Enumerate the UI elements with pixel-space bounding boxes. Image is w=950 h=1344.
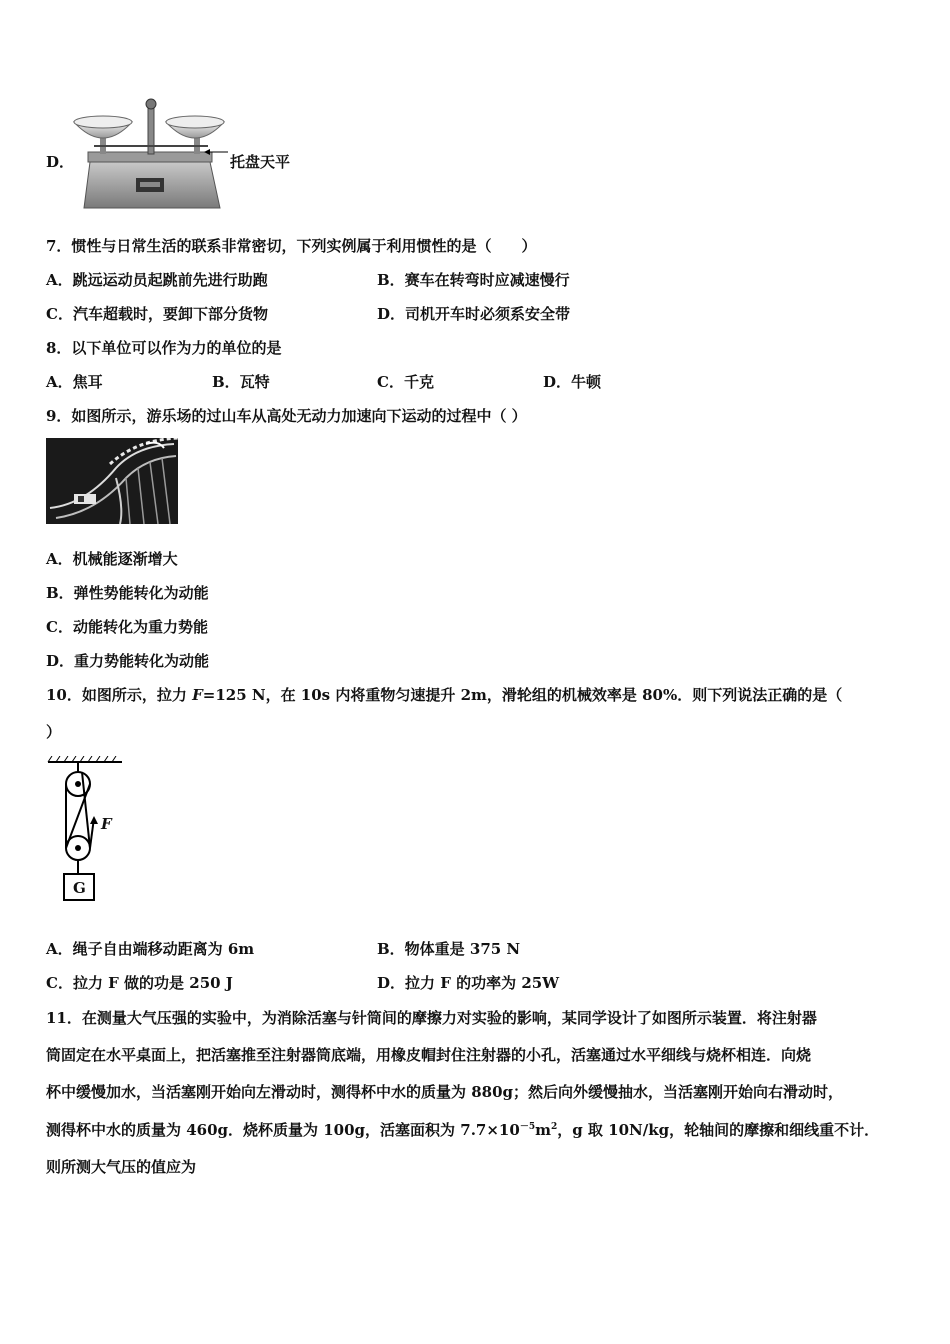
q8-option-c: C．千克	[377, 373, 434, 391]
q10-option-a: A．绳子自由端移动距离为 6m	[46, 940, 255, 958]
q10-figure-weight-label: G	[73, 879, 86, 897]
q9-option-c: C．动能转化为重力势能	[46, 618, 208, 636]
pulley-system-image	[46, 756, 126, 906]
q10-stem-var: F	[192, 686, 203, 704]
q6-option-d-label: 托盘天平	[230, 153, 291, 171]
q8-option-a: A．焦耳	[46, 373, 103, 391]
q9-stem: 9．如图所示，游乐场的过山车从高处无动力加速向下运动的过程中（ ）	[46, 407, 527, 425]
q9-option-b: B．弹性势能转化为动能	[46, 584, 209, 602]
q11-line-5: 则所测大气压的值应为	[46, 1158, 197, 1176]
q9-option-a: A．机械能逐渐增大	[46, 550, 178, 568]
q6-option-d-letter: D．	[46, 153, 75, 171]
q8-stem: 8．以下单位可以作为力的单位的是	[46, 339, 282, 357]
q10-stem-pre: 10．如图所示，拉力	[46, 686, 193, 704]
q11-line-2: 筒固定在水平桌面上，把活塞推至注射器筒底端，用橡皮帽封住注射器的小孔，活塞通过水平细线与烧杯相连．向烧	[46, 1046, 812, 1064]
q10-option-b: B．物体重是 375 N	[377, 940, 521, 958]
q8-option-b: B．瓦特	[212, 373, 270, 391]
q11-line-4-b: m	[535, 1121, 551, 1139]
q11-line-4-exp2: 2	[550, 1122, 558, 1132]
q10-option-c: C．拉力 F 做的功是 250 J	[46, 974, 233, 992]
q7-option-d: D．司机开车时必须系安全带	[377, 305, 571, 323]
q7-option-b: B．赛车在转弯时应减速慢行	[377, 271, 570, 289]
q7-stem: 7．惯性与日常生活的联系非常密切，下列实例属于利用惯性的是（ ）	[46, 237, 537, 255]
q11-line-3: 杯中缓慢加水，当活塞刚开始向左滑动时，测得杯中水的质量为 880g；然后向外缓慢抽水，当活塞刚开始向右滑动时，	[46, 1083, 844, 1101]
q11-line-4-c: ，g 取 10N/kg，轮轴间的摩擦和细线重不计．	[557, 1121, 880, 1139]
q8-option-d: D．牛顿	[543, 373, 602, 391]
q11-line-4	[46, 1120, 879, 1140]
q11-line-1: 11．在测量大气压强的实验中，为消除活塞与针筒间的摩擦力对实验的影响，某同学设计了如图所示装置．将注射器	[46, 1009, 817, 1027]
q10-stem-post: =125 N，在 10s 内将重物匀速提升 2m，滑轮组的机械效率是 80%．则下列说法正确的是（	[202, 686, 843, 704]
q9-option-d: D．重力势能转化为动能	[46, 652, 210, 670]
q10-stem-continued: ）	[46, 723, 62, 741]
q7-option-c: C．汽车超载时，要卸下部分货物	[46, 305, 268, 323]
balance-scale-image	[70, 96, 230, 216]
q10-option-d: D．拉力 F 的功率为 25W	[377, 974, 560, 992]
roller-coaster-image	[46, 438, 178, 524]
q11-line-4-exp: －5	[519, 1122, 536, 1132]
q10-stem	[46, 685, 842, 705]
q7-option-a: A．跳远运动员起跳前先进行助跑	[46, 271, 268, 289]
q10-figure-force-label: F	[101, 815, 112, 833]
q11-line-4-a: 测得杯中水的质量为 460g．烧杯质量为 100g，活塞面积为 7.7×10	[46, 1121, 520, 1139]
